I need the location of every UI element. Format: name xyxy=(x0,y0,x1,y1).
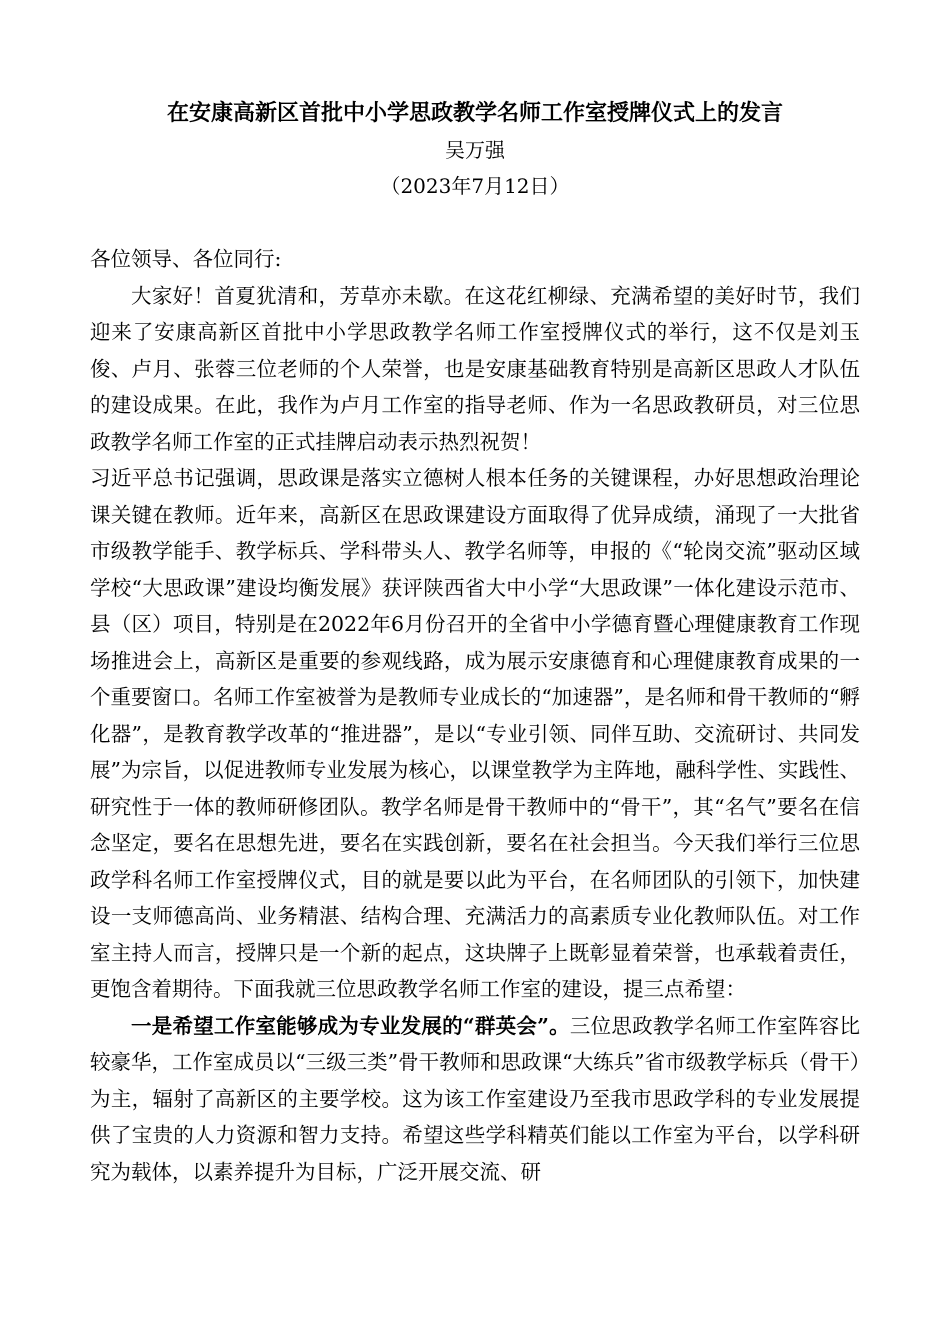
point-one-text: 三位思政教学名师工作室阵容比较豪华，工作室成员以“三级三类”骨干教师和思政课“大练兵”省市级教学标兵（骨干）为主，辐射了高新区的主要学校。这为该工作室建设乃至我市思政学科的专业发展提供了宝贵的人力资源和智力支持。希望这些学科精英们能以工作室为平台，以学科研究为载体，以素养提升为目标，广泛开展交流、研 xyxy=(90,1013,860,1184)
document-title: 在安康高新区首批中小学思政教学名师工作室授牌仪式上的发言 xyxy=(166,100,783,126)
document-body xyxy=(90,241,860,1190)
paragraph-point-one xyxy=(90,1008,860,1191)
paragraph-main: 习近平总书记强调，思政课是落实立德树人根本任务的关键课程，办好思想政治理论课关键在教师。近年来，高新区在思政课建设方面取得了优异成绩，涌现了一大批省市级教学能手、教学标兵、学科带头人、教学名师等，申报的《“轮岗交流”驱动区域学校“大思政课”建设均衡发展》获评陕西省大中小学“大思政课”一体化建设示范市、县（区）项目，特别是在2022年6月份召开的全省中小学德育暨心理健康教育工作现场推进会上，高新区是重要的参观线路，成为展示安康德育和心理健康教育成果的一个重要窗口。名师工作室被誉为是教师专业成长的“加速器”，是名师和骨干教师的“孵化器”，是教育教学改革的“推进器”，是以“专业引领、同伴互助、交流研讨、共同发展”为宗旨，以促进教师专业发展为核心，以课堂教学为主阵地，融科学性、实践性、研究性于一体的教师研修团队。教学名师是骨干教师中的“骨干”，其“名气”要名在信念坚定，要名在思想先进，要名在实践创新，要名在社会担当。今天我们举行三位思政学科名师工作室授牌仪式，目的就是要以此为平台，在名师团队的引领下，加快建设一支师德高尚、业务精湛、结构合理、充满活力的高素质专业化教师队伍。对工作室主持人而言，授牌只是一个新的起点，这块牌子上既彰显着荣誉，也承载着责任，更饱含着期待。下面我就三位思政教学名师工作室的建设，提三点希望： xyxy=(90,466,860,1001)
author-name: 吴万强 xyxy=(445,138,505,162)
salutation: 各位领导、各位同行: xyxy=(90,247,282,271)
speech-date: （2023年7月12日） xyxy=(380,174,570,198)
paragraph-greeting: 大家好！首夏犹清和，芳草亦未歇。在这花红柳绿、充满希望的美好时节，我们迎来了安康高新区首批中小学思政教学名师工作室授牌仪式的举行，这不仅是刘玉俊、卢月、张蓉三位老师的个人荣誉，也是安康基础教育特别是高新区思政人才队伍的建设成果。在此，我作为卢月工作室的指导老师、作为一名思政教研员，对三位思政教学名师工作室的正式挂牌启动表示热烈祝贺！ xyxy=(90,283,860,454)
point-one-heading: 一是希望工作室能够成为专业发展的“群英会”。 xyxy=(131,1013,570,1038)
